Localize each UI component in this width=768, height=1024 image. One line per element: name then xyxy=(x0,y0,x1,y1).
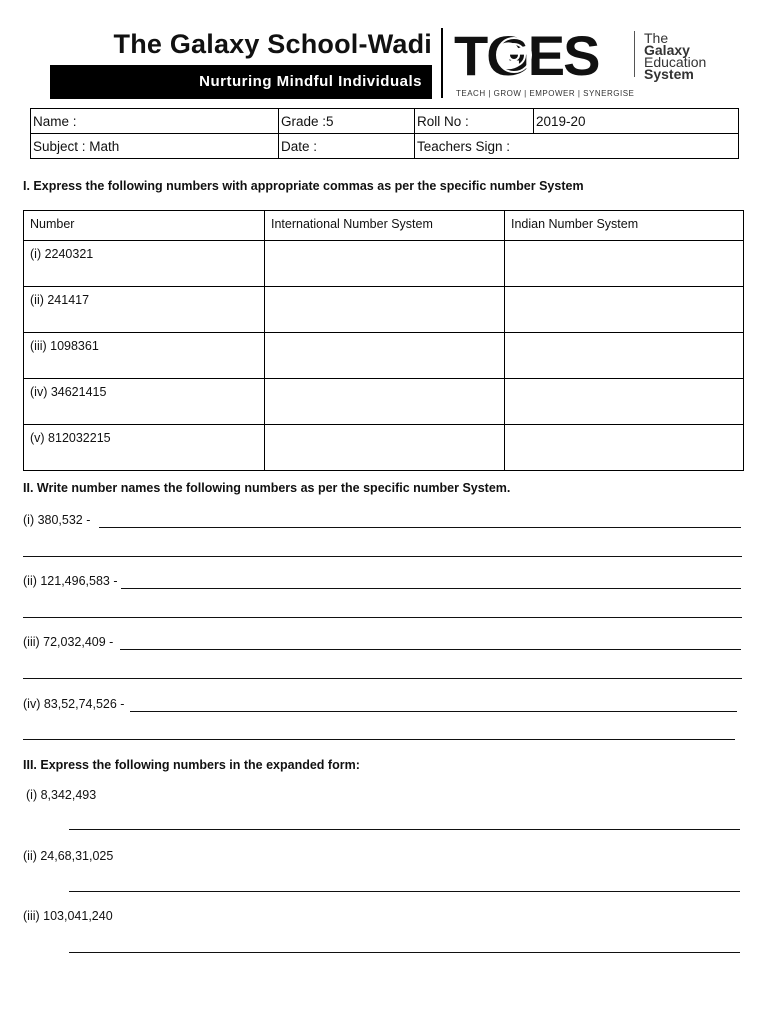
grade-field: Grade :5 xyxy=(279,109,415,134)
logo-word: System xyxy=(644,66,694,82)
number-system-table xyxy=(23,210,744,471)
table-row xyxy=(24,425,744,471)
answer-line[interactable] xyxy=(69,952,740,953)
number-cell: (iv) 34621415 xyxy=(24,379,265,425)
answer-line[interactable] xyxy=(23,556,742,557)
section-3-heading: III. Express the following numbers in the expanded form: xyxy=(23,758,360,772)
logo-word: Galaxy xyxy=(644,42,690,58)
indian-answer-cell[interactable] xyxy=(505,425,744,471)
answer-line[interactable] xyxy=(23,617,742,618)
indian-answer-cell[interactable] xyxy=(505,379,744,425)
question-label: (iv) 83,52,74,526 - xyxy=(23,697,125,711)
table-row xyxy=(24,287,744,333)
indian-answer-cell[interactable] xyxy=(505,287,744,333)
answer-line[interactable] xyxy=(130,711,737,712)
question-label: (i) 380,532 - xyxy=(23,513,91,527)
number-cell: (ii) 241417 xyxy=(24,287,265,333)
tagline: Nurturing Mindful Individuals xyxy=(199,73,422,90)
logo-mark: TGES xyxy=(454,24,599,87)
column-header: Indian Number System xyxy=(505,211,744,241)
logo-values: TEACH | GROW | EMPOWER | SYNERGISE xyxy=(456,89,635,98)
swirl-icon xyxy=(494,35,534,75)
date-field[interactable]: Date : xyxy=(279,134,415,159)
tagline-bar xyxy=(50,65,432,99)
roll-no-field[interactable]: Roll No : xyxy=(415,109,534,134)
answer-line[interactable] xyxy=(23,678,742,679)
header-divider xyxy=(441,28,443,98)
international-answer-cell[interactable] xyxy=(265,287,505,333)
teacher-sign-field[interactable]: Teachers Sign : xyxy=(415,134,739,159)
number-cell: (v) 812032215 xyxy=(24,425,265,471)
year-field: 2019-20 xyxy=(534,109,739,134)
student-info-table xyxy=(30,108,739,159)
indian-answer-cell[interactable] xyxy=(505,241,744,287)
answer-line[interactable] xyxy=(69,829,740,830)
subject-field: Subject : Math xyxy=(31,134,279,159)
number-cell: (iii) 1098361 xyxy=(24,333,265,379)
logo-word: Education xyxy=(644,54,707,70)
question-label: (i) 8,342,493 xyxy=(26,788,97,802)
tges-logo xyxy=(452,25,718,101)
section-1-heading: I. Express the following numbers with appropriate commas as per the specific number System xyxy=(23,179,584,193)
international-answer-cell[interactable] xyxy=(265,425,505,471)
table-row xyxy=(24,379,744,425)
answer-line[interactable] xyxy=(69,891,740,892)
column-header: Number xyxy=(24,211,265,241)
section-2-heading: II. Write number names the following numbers as per the specific number System. xyxy=(23,481,511,495)
number-cell: (i) 2240321 xyxy=(24,241,265,287)
answer-line[interactable] xyxy=(23,739,735,740)
indian-answer-cell[interactable] xyxy=(505,333,744,379)
question-label: (ii) 121,496,583 - xyxy=(23,574,118,588)
header-banner xyxy=(50,25,432,99)
answer-line[interactable] xyxy=(99,527,741,528)
table-row xyxy=(24,241,744,287)
table-row xyxy=(24,333,744,379)
logo-word: The xyxy=(644,30,669,46)
answer-line[interactable] xyxy=(120,649,741,650)
name-field[interactable]: Name : xyxy=(31,109,279,134)
answer-line[interactable] xyxy=(121,588,741,589)
logo-divider xyxy=(634,31,635,77)
school-name: The Galaxy School-Wadi xyxy=(113,29,432,59)
question-label: (ii) 24,68,31,025 xyxy=(23,849,114,863)
international-answer-cell[interactable] xyxy=(265,379,505,425)
question-label: (iii) 72,032,409 - xyxy=(23,635,114,649)
international-answer-cell[interactable] xyxy=(265,241,505,287)
question-label: (iii) 103,041,240 xyxy=(23,909,113,923)
international-answer-cell[interactable] xyxy=(265,333,505,379)
column-header: International Number System xyxy=(265,211,505,241)
